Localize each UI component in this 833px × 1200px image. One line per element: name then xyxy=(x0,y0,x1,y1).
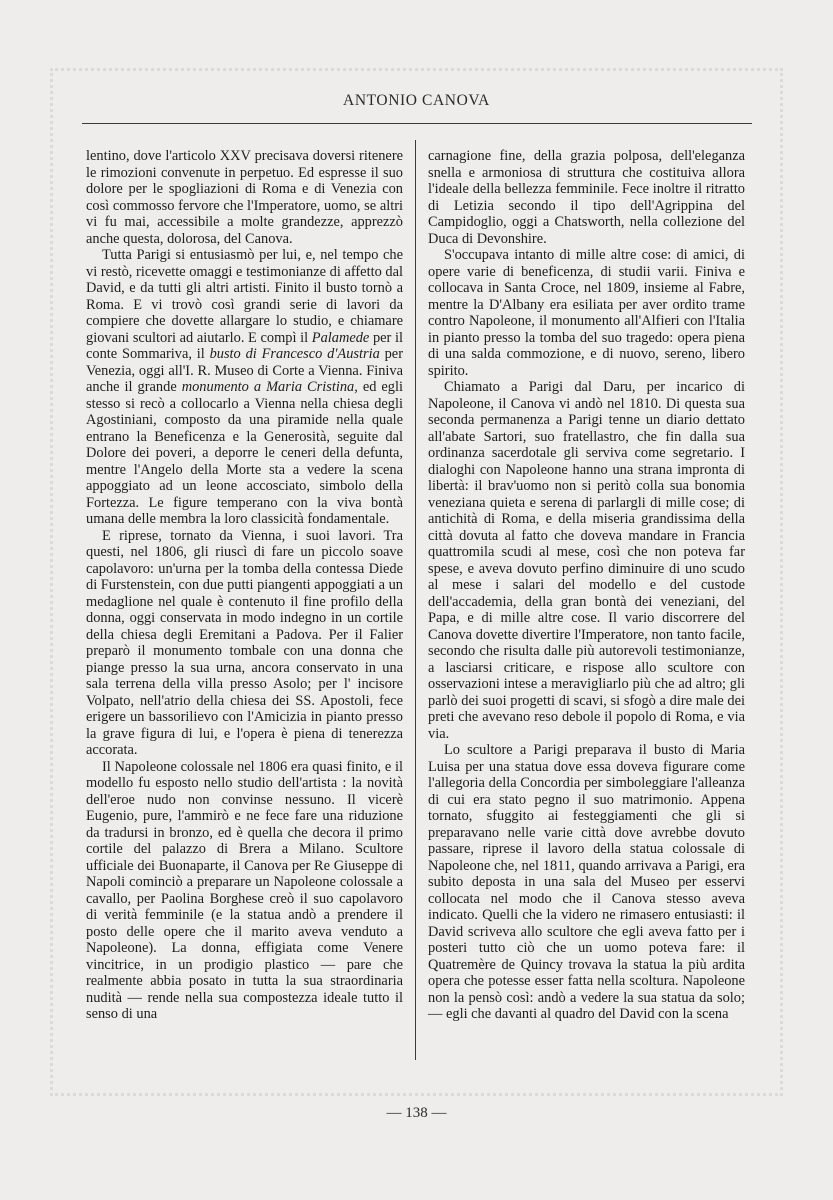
paragraph: Il Napoleone colossale nel 1806 era quasi finito, e il modello fu esposto nello studio dell'artista : la novità dell'eroe nudo non convinse nessuno. Il vicerè Eugenio, pure, l'ammirò e ne fece fare una riduzione da tradursi in bronzo, ed è quella che decora il primo cortile del palazzo di Brera a Milano. Scultore ufficiale dei Buonaparte, il Canova per Re Giuseppe di Napoli cominciò a preparare un Napoleone colossale a cavallo, per Paolina Borghese creò il suo capolavoro di verità femminile (e la statua andò a prendere il posto delle opere che il marito aveva venduto a Napoleone). La donna, effigiata come Venere vincitrice, in un prodigio plastico — pare che realmente abbia posato in tutta la sua straordinaria nudità — rende nella sua compostezza ideale tutto il senso di una xyxy=(86,758,403,1022)
italic-title: monumento a Maria Cristina xyxy=(181,379,355,395)
page-number: — 138 — xyxy=(386,1105,447,1121)
running-head: ANTONIO CANOVA xyxy=(343,92,490,109)
paragraph: lentino, dove l'articolo XXV precisava doversi ritenere le rimozioni convenute in perpetuo. Ed espresse il suo dolore per le spogliazioni di Roma e di Venezia con così commosso fervore che l'Imperatore, uomo, se altri vi fu mai, accessibile a molte grandezze, apprezzò anche questa, dolorosa, del Canova. xyxy=(86,148,403,247)
header-rule xyxy=(82,123,752,124)
left-column xyxy=(86,148,403,1023)
text-run: , ed egli stesso si recò a collocarlo a Vienna nella chiesa degli Agostiniani, composto da una piramide nella quale entrano la Beneficenza e la Generosità, seguite dal Dolore dei poveri, a deporre le ceneri della defunta, mentre l'Angelo della Morte sta a vedere la scena appoggiato ad un leone accosciato, simbolo della Fortezza. Le figure temperano con la viva bontà umana delle membra la loro classicità fondamentale. xyxy=(86,379,403,527)
italic-title: Palamede xyxy=(311,329,370,346)
paragraph: Lo scultore a Parigi preparava il busto di Maria Luisa per una statua dove essa doveva figurare come l'allegoria della Concordia per simboleggiare l'alleanza di cui era stato pegno il suo matrimonio. Appena tornato, sfuggito ai festeggiamenti che gli si preparavano nelle varie città dove avrebbe dovuto passare, riprese il lavoro della statua colossale di Napoleone che, nel 1811, quando arrivava a Parigi, era subito deposta in una sala del Museo per esservi collocata nel modo che il Canova stesso aveva indicato. Quelli che la videro ne rimasero entusiasti: il David scriveva allo scultore che egli aveva fatto per i posteri tutto ciò che un uomo poteva fare: il Quatremère de Quincy trovava la statua la più ardita opera che potesse esser fatta nella scoltura. Napoleone non la pensò così: andò a vedere la sua statua da solo; — egli che davanti al quadro del David con la scena xyxy=(428,742,745,1022)
text-run: per Venezia, oggi all'I. R. Museo di Corte a Vienna. Finiva anche il grande xyxy=(86,346,403,395)
text-run: Tutta Parigi si entusiasmò per lui, e, nel tempo che vi restò, ricevette omaggi e testimonianze di affetto dal David, e da tutti gli altri artisti. Finito il busto tornò a Roma. E vi trovò così grandi serie di lavori da compiere che dovette allargare lo studio, e chiamare giovani scultori ad aiutarlo. E compì il xyxy=(86,247,403,346)
italic-title: busto di Francesco d'Austria xyxy=(209,346,380,362)
text-run: per il conte Sommariva, il xyxy=(86,329,403,362)
right-column xyxy=(428,148,745,1023)
paragraph: S'occupava intanto di mille altre cose: di amici, di opere varie di beneficenza, di studii varii. Finiva e collocava in Santa Croce, nel 1809, insieme al Fabre, mentre la D'Albany era esiliata per aver ordito trame contro Napoleone, il monumento all'Alfieri con l'Italia in pianto presso la tomba del suo tragedo: opera piena di una salda commozione, e di nuovo, sereno, libero spirito. xyxy=(428,247,745,379)
paragraph: Chiamato a Parigi dal Daru, per incarico di Napoleone, il Canova vi andò nel 1810. Di questa sua seconda permanenza a Parigi tenne un diario dettato all'abate Sartori, suo fratellastro, che fin dalla sua ordinanza sacerdotale gli serviva come segretario. I dialoghi con Napoleone hanno una strana impronta di libertà: il brav'uomo non si peritò colla sua bonomia veneziana quieta e serena di parlargli di mille cose; di antichità di Roma, e della miseria grandissima della città dovuta al fatto che doveva mandare in Francia quattromila scudi al mese, così che non poteva far spese, e aveva dovuto perfino diminuire di uno scudo al mese i salari del modello e del custode dell'accademia, della gran bontà dei veneziani, del Papa, e di mille altre cose. Il vario discorrere del Canova dovette divertire l'Imperatore, non tanto facile, secondo che risulta dalle più autorevoli testimonianze, a lasciarsi criticare, e rispose allo scultore con osservazioni intese a meravigliarlo più che ad altro; gli parlò dei suoi progetti di scavi, si sfogò a dire male dei preti che avevano reso debole il popolo di Roma, e via via. xyxy=(428,379,745,742)
paragraph xyxy=(86,247,403,528)
column-divider xyxy=(415,140,416,1060)
paragraph: E riprese, tornato da Vienna, i suoi lavori. Tra questi, nel 1806, gli riuscì di fare un piccolo soave capolavoro: un'urna per la tomba della contessa Diede di Furstenstein, con due putti piangenti appoggiati a un medaglione nel quale è contenuto il fine profilo della donna, oggi conservata in modo indegno in un cortile della chiesa degli Eremitani a Padova. Per il Falier preparò il monumento tombale con una donna che piange presso la sua urna, ancora conservato in una sala terrena della villa presso Asolo; per l' incisore Volpato, nell'atrio della chiesa dei SS. Apostoli, fece erigere un bassorilievo con l'Amicizia in pianto presso la grave figura di lui, e l'opera è piena di tenerezza accorata. xyxy=(86,527,403,758)
paragraph: carnagione fine, della grazia polposa, dell'eleganza snella e armoniosa di struttura che costituiva allora l'ideale della bellezza femminile. Fece inoltre il ritratto di Letizia secondo il tipo dell'Agrippina del Campidoglio, oggi a Chatsworth, nella collezione del Duca di Devonshire. xyxy=(428,148,745,247)
